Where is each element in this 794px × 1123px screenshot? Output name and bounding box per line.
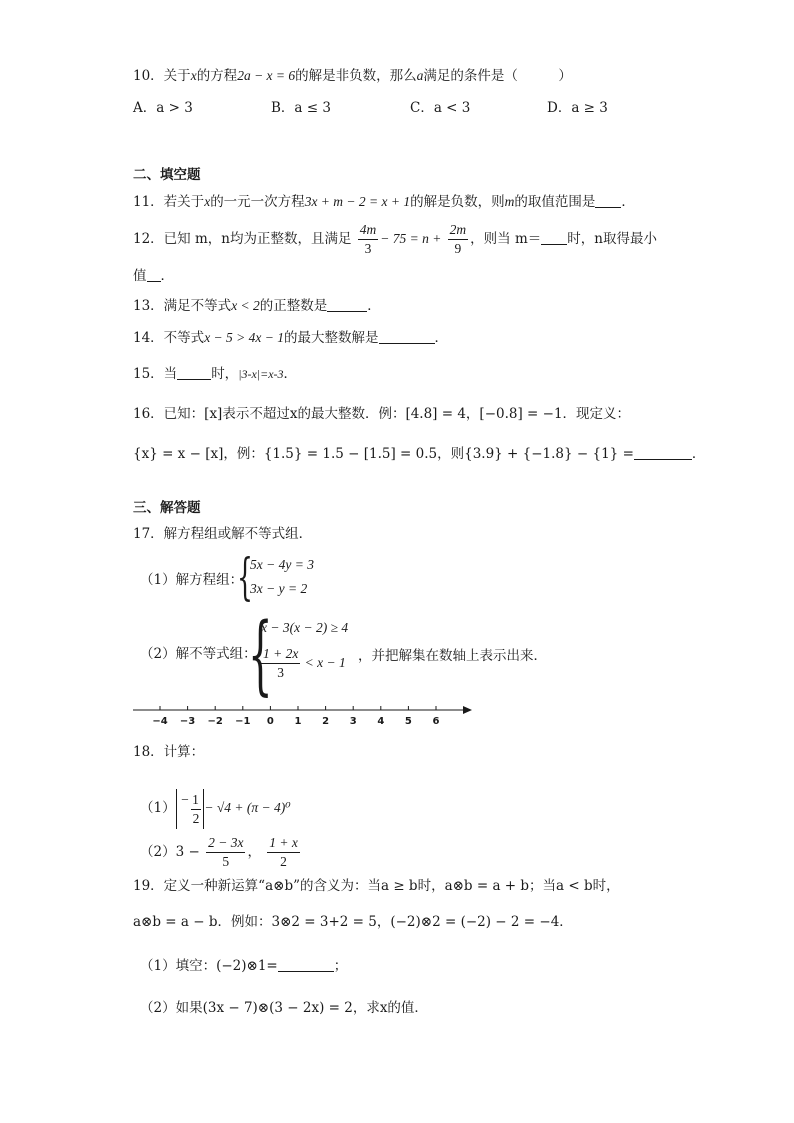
option-a[interactable]: A．a > 3 [133,100,193,116]
question-19-part-1: （1）填空：(−2)⊗1= ； [140,958,348,974]
axis-tick-label: 2 [322,716,330,727]
question-15: 15．当 时，|3-x|=x-3． [133,366,298,382]
axis-tick-label: −3 [179,716,196,727]
system-equation-2: 3x − y = 2 [250,581,308,596]
axis-tick-label: 1 [294,716,302,727]
question-19-line-1: 19．定义一种新运算“a⊗b”的含义为：当a ≥ b时，a⊗b = a + b；当a < b时， [133,878,620,894]
axis-tick-label: −2 [207,716,223,727]
axis-tick-label: 3 [349,716,357,727]
answer-blank[interactable] [177,365,211,380]
question-18-part-1: （1） $\frac{- 1}{2}$ − √4 + (π − 4)⁰ [140,788,291,829]
answer-blank[interactable] [327,297,367,312]
left-brace-icon: { [237,548,253,606]
axis-tick-label: −1 [235,716,251,727]
question-12: 12．已知 m，n均为正整数，且满足 $\frac{4m}{3}$ − 75 = n + $\frac{2m}{9}$ ，则当 m＝ 时，n取得最小 [133,222,657,256]
question-14: 14．不等式x − 5 > 4x − 1的最大整数解是 ． [133,330,449,346]
question-17-part-2-tail: ，并把解集在数轴上表示出来． [358,648,547,664]
axis-tick-label: 4 [377,716,385,727]
axis-tick-label: −4 [152,716,168,727]
question-16-line-2: {x} = x − [x]，例：{1.5} = 1.5 − [1.5] = 0.5，则{3.9} + {−1.8} − {1} = ． [133,446,706,462]
answer-blank[interactable] [278,957,334,972]
option-c[interactable]: C．a < 3 [410,100,471,116]
inequality-1: x − 3(x − 2) ≥ 4 [261,620,349,635]
left-brace-icon: { [248,605,273,705]
option-d[interactable]: D．a ≥ 3 [547,100,608,116]
section-fill-in-title: 二、填空题 [133,167,201,183]
arrow-right-icon [463,706,472,714]
answer-blank[interactable] [634,445,692,460]
question-19-part-2: （2）如果(3x − 7)⊗(3 − 2x) = 2，求x的值． [140,1000,428,1016]
section-solve-title: 三、解答题 [133,500,201,516]
option-b[interactable]: B．a ≤ 3 [271,100,331,116]
answer-blank[interactable] [147,267,161,282]
axis-tick-label: 0 [266,716,274,727]
question-18-stem: 18．计算： [133,744,205,760]
question-11: 11．若关于x的一元一次方程3x + m − 2 = x + 1的解是负数，则m的取值范围是 ． [133,194,635,210]
question-17-part-2-label: （2）解不等式组： [140,646,257,662]
question-12-continued: 值 ． [133,268,174,284]
question-16-line-1: 16．已知：[x]表示不超过x的最大整数．例：[4.8] = 4，[−0.8] = −1．现定义： [133,406,631,422]
answer-blank[interactable] [595,193,621,208]
axis-tick-label: 6 [432,716,440,727]
number-line [128,700,478,730]
question-13: 13．满足不等式x < 2的正整数是 ． [133,298,381,314]
answer-blank[interactable] [379,329,435,344]
system-equation-1: 5x − 4y = 3 [250,557,314,572]
question-10-options [133,98,653,118]
answer-blank[interactable] [541,230,567,245]
question-17-part-1-label: （1）解方程组： [140,572,244,588]
inequality-2: $\frac{1 + 2x}{3}$ < x − 1 [263,646,346,680]
question-10-stem: 10．关于x的方程2a − x = 6的解是非负数，那么a满足的条件是（ ） [133,68,572,84]
axis-tick-label: 5 [404,716,412,727]
question-18-part-2: （2）3 − $\frac{2 - 3x}{5}$ ， $\frac{1 + x}{2}$ [140,835,298,869]
question-19-line-2: a⊗b = a − b．例如：3⊗2 = 3+2 = 5，(−2)⊗2 = (−2) − 2 = −4． [133,914,573,930]
question-17-stem: 17．解方程组或解不等式组． [133,526,313,542]
